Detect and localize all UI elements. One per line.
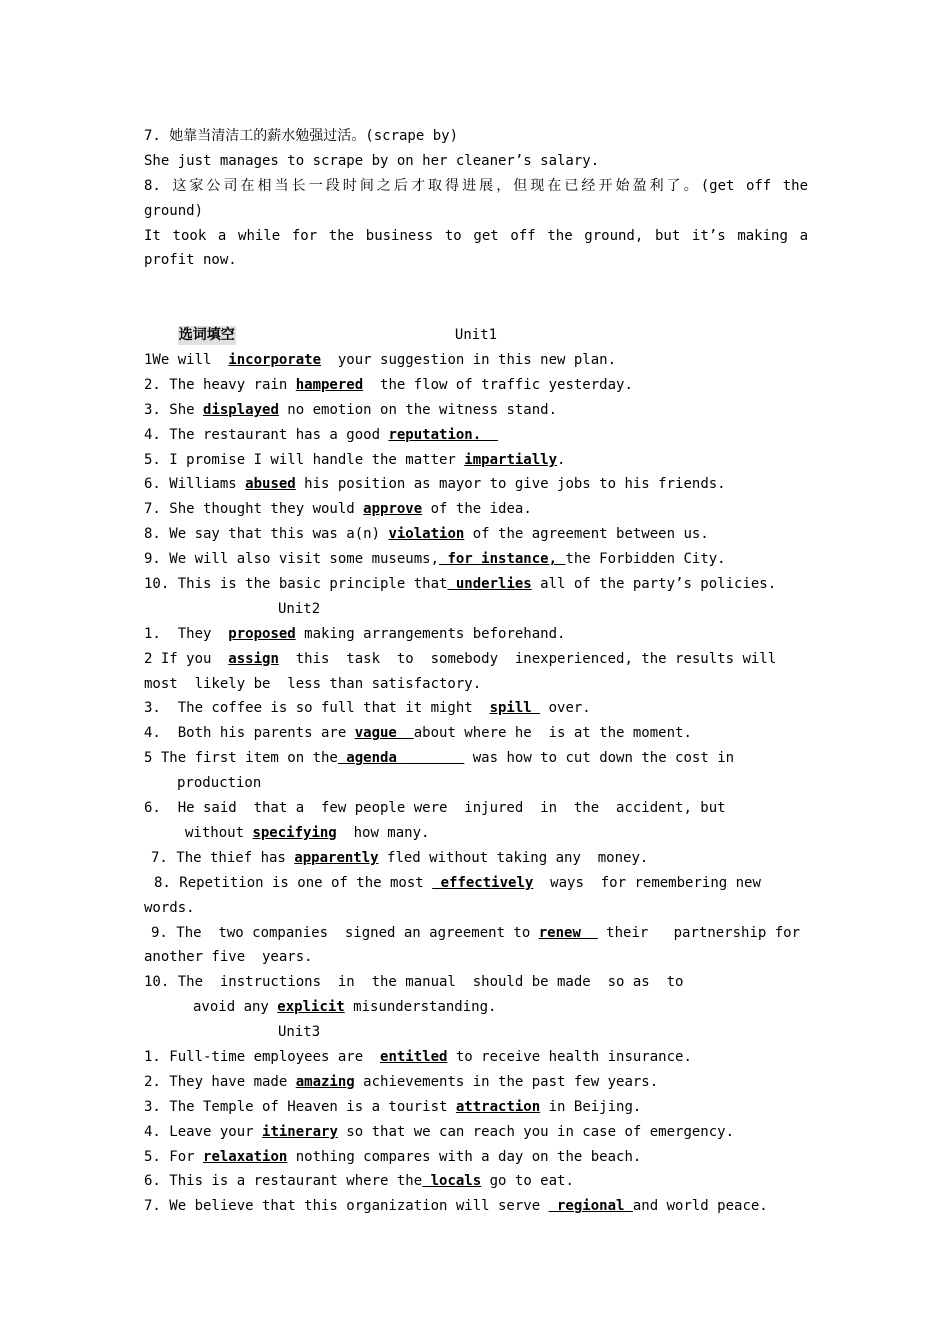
unit1-item-5 xyxy=(144,448,808,473)
item-text: 5. I promise I will handle the matter xyxy=(144,451,465,468)
item-text: their partnership for xyxy=(597,924,801,941)
item-text: of the idea. xyxy=(422,501,532,518)
unit3-item-7 xyxy=(144,1194,808,1219)
unit2-title: Unit2 xyxy=(278,600,321,617)
unit2-item-5-line1 xyxy=(144,746,808,771)
unit2-item-10-line2 xyxy=(144,995,808,1020)
unit1-item-6 xyxy=(144,472,808,497)
item-text: to receive health insurance. xyxy=(447,1048,692,1065)
unit2-item-5-line2: production xyxy=(177,775,262,792)
answer: spill xyxy=(489,700,541,717)
item-text: your suggestion in this new plan. xyxy=(321,352,617,369)
item-text: 6. This is a restaurant where the xyxy=(144,1173,423,1190)
unit2-item-3 xyxy=(144,696,808,721)
item-text: no emotion on the witness stand. xyxy=(278,401,558,418)
item-text: 3. The Temple of Heaven is a tourist xyxy=(144,1098,456,1115)
item-text: 4. The restaurant has a good xyxy=(144,426,389,443)
item-text: all of the party’s policies. xyxy=(531,576,777,593)
item-text: in Beijing. xyxy=(540,1098,642,1115)
item-text: 1. They xyxy=(144,625,229,642)
unit2-item-9-line2: another five years. xyxy=(144,949,313,966)
answer: relaxation xyxy=(203,1148,288,1165)
translation-q8-chinese-line1: 8. 这家公司在相当长一段时间之后才取得进展，但现在已经开始盈利了。(get off the xyxy=(144,177,808,194)
item-text: misunderstanding. xyxy=(344,999,497,1016)
item-text: 3. The coffee is so full that it might xyxy=(144,700,490,717)
answer: renew xyxy=(538,924,598,941)
unit1-item-1 xyxy=(144,348,808,373)
document-page xyxy=(144,124,808,1219)
unit3-item-5 xyxy=(144,1145,808,1170)
item-text: 9. We will also visit some museums, xyxy=(144,551,440,568)
unit2-item-2-line2: most likely be less than satisfactory. xyxy=(144,675,482,692)
unit2-item-2-line1 xyxy=(144,647,808,672)
section-title: 选词填空 xyxy=(178,327,235,344)
item-text: avoid any xyxy=(193,999,278,1016)
item-text: 3. She xyxy=(144,401,204,418)
unit1-item-2 xyxy=(144,373,808,398)
translation-q8-english-line1: It took a while for the business to get off the ground, but it’s making a xyxy=(144,227,808,244)
item-text: . xyxy=(557,451,566,468)
item-text: 2 If you xyxy=(144,650,229,667)
item-text: how many. xyxy=(336,824,430,841)
item-text: 2. They have made xyxy=(144,1073,296,1090)
answer: incorporate xyxy=(228,352,322,369)
unit3-item-6 xyxy=(144,1169,808,1194)
answer: displayed xyxy=(203,401,279,418)
unit2-item-9-line1 xyxy=(144,921,808,946)
item-text: the flow of traffic yesterday. xyxy=(363,376,633,393)
item-text: 4. Leave your xyxy=(144,1123,263,1140)
answer: regional xyxy=(548,1198,633,1215)
item-text: so that we can reach you in case of emergency. xyxy=(337,1123,735,1140)
item-text: 8. We say that this was a(n) xyxy=(144,526,389,543)
unit2-item-6-line1: 6. He said that a few people were injured in the accident, but xyxy=(144,800,726,817)
answer: for instance, xyxy=(439,551,566,568)
item-text: go to eat. xyxy=(481,1173,574,1190)
item-text: fled without taking any money. xyxy=(378,849,649,866)
unit1-item-9 xyxy=(144,547,808,572)
answer: hampered xyxy=(295,376,364,393)
answer: locals xyxy=(422,1173,482,1190)
translation-q7-english: She just manages to scrape by on her cleaner’s salary. xyxy=(144,152,600,169)
unit2-item-6-line2 xyxy=(144,821,808,846)
answer: itinerary xyxy=(262,1123,338,1140)
translation-q8-english-line2: profit now. xyxy=(144,252,237,269)
answer: entitled xyxy=(380,1048,448,1065)
answer: vague xyxy=(354,725,414,742)
unit2-item-8-line1 xyxy=(144,871,808,896)
item-text: of the agreement between us. xyxy=(464,526,709,543)
answer: violation xyxy=(388,526,465,543)
item-text: 9. The two companies signed an agreement to xyxy=(151,924,539,941)
answer: abused xyxy=(245,476,296,493)
unit1-list xyxy=(144,348,808,597)
unit3-item-3 xyxy=(144,1095,808,1120)
answer: proposed xyxy=(228,625,296,642)
unit2-item-8-line2: words. xyxy=(144,899,195,916)
answer: effectively xyxy=(432,874,534,891)
item-text: this task to somebody inexperienced, the results will xyxy=(278,650,777,667)
unit2-item-7 xyxy=(144,846,808,871)
item-text: 4. Both his parents are xyxy=(144,725,355,742)
answer-blank xyxy=(405,750,464,766)
item-text: making arrangements beforehand. xyxy=(295,625,566,642)
unit3-item-4 xyxy=(144,1120,808,1145)
item-text: 5 The first item on the xyxy=(144,750,338,767)
item-text: ways for remembering new xyxy=(533,874,761,891)
answer: attraction xyxy=(455,1098,541,1115)
unit3-item-2 xyxy=(144,1070,808,1095)
unit1-title: Unit1 xyxy=(454,327,498,344)
unit2-item-10-line1: 10. The instructions in the manual should be made so as to xyxy=(144,974,684,991)
item-text: was how to cut down the cost in xyxy=(464,750,735,767)
unit1-item-10 xyxy=(144,572,808,597)
unit3-list xyxy=(144,1045,808,1219)
item-text: 10. This is the basic principle that xyxy=(144,576,448,593)
item-text: 7. The thief has xyxy=(151,849,295,866)
item-text: 6. Williams xyxy=(144,476,246,493)
translation-q7-chinese: 7. 她靠当清洁工的薪水勉强过活。(scrape by) xyxy=(144,128,459,144)
answer: underlies xyxy=(447,576,532,593)
item-text: the Forbidden City. xyxy=(565,551,726,568)
unit1-item-8 xyxy=(144,522,808,547)
answer: reputation. xyxy=(388,426,499,443)
item-text: 1We will xyxy=(144,352,229,369)
unit2-item-1 xyxy=(144,622,808,647)
item-text: nothing compares with a day on the beach. xyxy=(287,1148,642,1165)
answer: specifying xyxy=(252,824,337,841)
answer: impartially xyxy=(464,451,558,468)
item-text: 8. Repetition is one of the most xyxy=(154,874,433,891)
answer: approve xyxy=(363,501,423,518)
unit1-item-4 xyxy=(144,423,808,448)
answer: agenda xyxy=(337,750,406,767)
item-text: 7. She thought they would xyxy=(144,501,364,518)
item-text: 1. Full-time employees are xyxy=(144,1048,381,1065)
spacer xyxy=(144,273,808,298)
unit1-item-7 xyxy=(144,497,808,522)
item-text: without xyxy=(185,824,253,841)
unit1-item-3 xyxy=(144,398,808,423)
item-text: achievements in the past few years. xyxy=(354,1073,659,1090)
item-text: 5. For xyxy=(144,1148,204,1165)
item-text: 2. The heavy rain xyxy=(144,376,296,393)
unit2-item-4 xyxy=(144,721,808,746)
answer: explicit xyxy=(277,999,345,1016)
item-text: and world peace. xyxy=(632,1198,768,1215)
translation-q8-chinese-line2: ground) xyxy=(144,202,204,219)
unit3-item-1 xyxy=(144,1045,808,1070)
item-text: over. xyxy=(540,700,591,717)
item-text: about where he is at the moment. xyxy=(413,725,692,742)
answer: amazing xyxy=(295,1073,355,1090)
answer: assign xyxy=(228,650,279,667)
answer: apparently xyxy=(294,849,379,866)
item-text: 7. We believe that this organization will serve xyxy=(144,1198,549,1215)
item-text: his position as mayor to give jobs to his friends. xyxy=(295,476,726,493)
unit3-title: Unit3 xyxy=(278,1024,321,1041)
